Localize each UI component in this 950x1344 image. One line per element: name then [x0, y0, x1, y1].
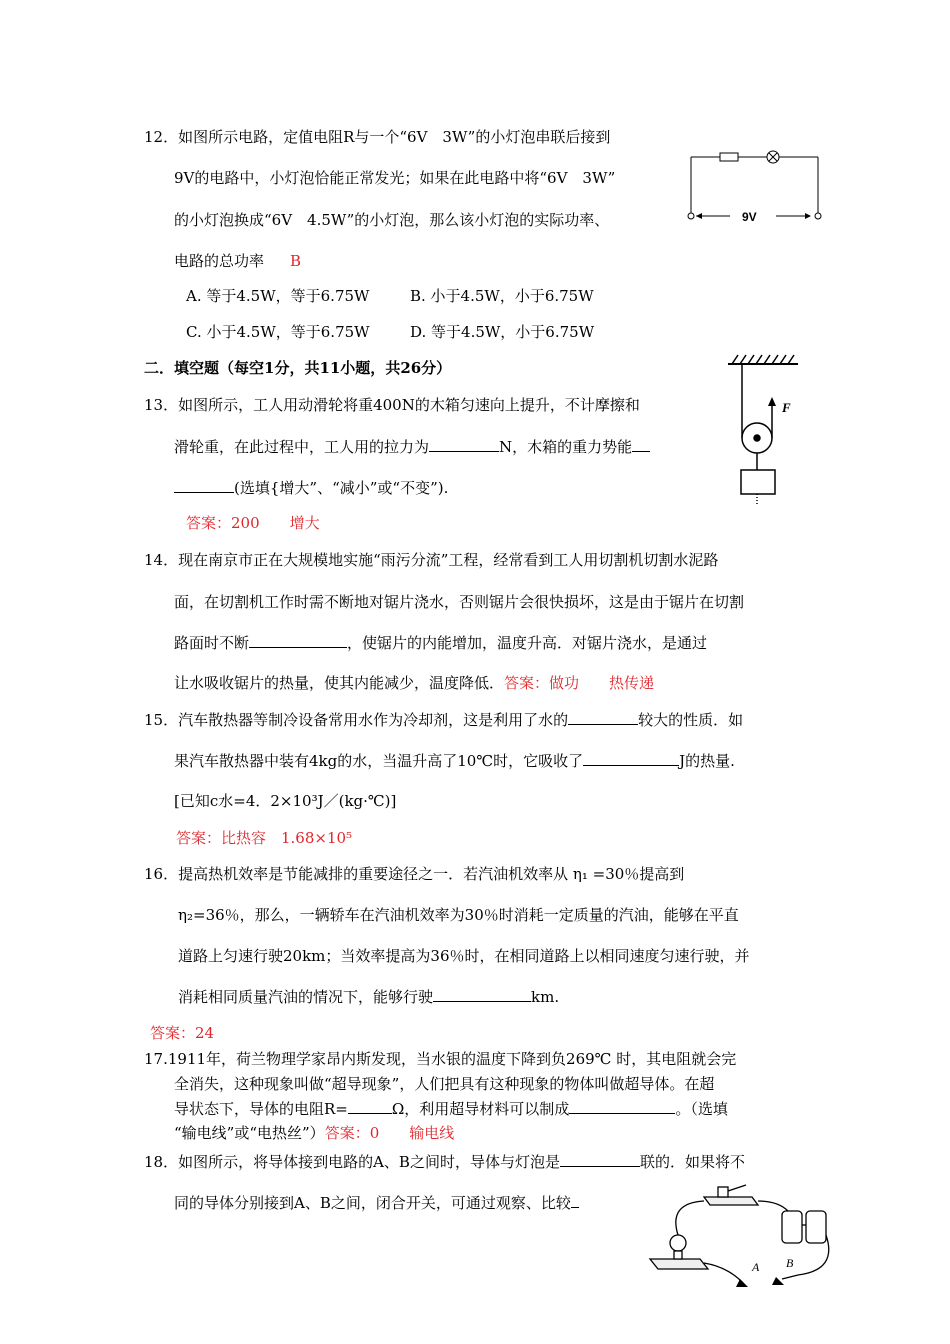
q16-line2: η₂=36％，那么，一辆轿车在汽油机效率为30％时消耗一定质量的汽油，能够在平直 — [178, 906, 739, 924]
q15-line1-b: 较大的性质．如 — [638, 711, 744, 729]
q18-blank-2 — [571, 1193, 579, 1208]
q16-blank-1 — [433, 987, 531, 1002]
q16-line1: 16．提高热机效率是节能减排的重要途径之一．若汽油机效率从 η₁ =30％提高到 — [144, 865, 685, 883]
q15-line1-a: 15．汽车散热器等制冷设备常用水作为冷却剂，这是利用了水的 — [144, 711, 569, 729]
q18-line2-text: 同的导体分别接到A、B之间，闭合开关，可通过观察、比较 — [174, 1194, 571, 1212]
q18-line1 — [144, 1152, 745, 1172]
q16-answer: 答案：24 — [150, 1024, 215, 1042]
q14-answer: 答案：做功 热传递 — [504, 674, 655, 692]
q17-line4-text: “输电线”或“电热丝”） — [174, 1124, 325, 1142]
q15-blank-1 — [568, 710, 638, 725]
q13-pulley-diagram — [726, 352, 816, 507]
battery-icon — [782, 1211, 802, 1243]
q14-line4 — [174, 673, 654, 693]
q17-line4 — [174, 1123, 454, 1143]
q12-option-b: B. 小于4.5W，小于6.75W — [410, 287, 594, 305]
q15-line2 — [174, 751, 735, 771]
q15-line2-b: J的热量. — [679, 752, 735, 770]
q12-figure-voltage-label: 9V — [742, 210, 757, 224]
q13-line3 — [174, 478, 448, 498]
terminal-a-label: A — [752, 1260, 760, 1274]
q12-line4 — [174, 251, 301, 271]
q12-line1: 12．如图所示电路，定值电阻R与一个“6V 3W”的小灯泡串联后接到 — [144, 128, 611, 146]
q14-line3-b: ，使锯片的内能增加，温度升高．对锯片浇水，是通过 — [347, 634, 708, 652]
q18-blank-1 — [560, 1152, 640, 1167]
q12-answer: B — [290, 252, 302, 270]
q13-answer: 答案：200 增大 — [186, 514, 320, 532]
q18-circuit-diagram — [648, 1175, 848, 1290]
q17-line1: 17.1911年，荷兰物理学家昂内斯发现，当水银的温度下降到负269℃ 时，其电阻就会完 — [144, 1050, 737, 1068]
q17-blank-2 — [569, 1099, 675, 1114]
q14-line1: 14．现在南京市正在大规模地实施“雨污分流”工程，经常看到工人用切割机切割水泥路 — [144, 551, 719, 569]
q17-line3-c: 。（选填 — [675, 1100, 728, 1118]
q14-blank-1 — [249, 633, 347, 648]
q13-line2-a: 滑轮重，在此过程中，工人用的拉力为 — [174, 438, 430, 456]
q13-line1: 13．如图所示，工人用动滑轮将重400N的木箱匀速向上提升，不计摩擦和 — [144, 396, 640, 414]
q17-line3 — [174, 1099, 728, 1119]
q17-line2: 全消失，这种现象叫做“超导现象”，人们把具有这种现象的物体叫做超导体。在超 — [174, 1075, 715, 1093]
q13-blank-1 — [429, 437, 499, 452]
q15-blank-2 — [583, 751, 679, 766]
q12-stem-end: 电路的总功率 — [174, 252, 265, 270]
q15-line1 — [144, 710, 743, 730]
q12-option-a: A. 等于4.5W，等于6.75W — [186, 287, 370, 305]
q16-line4 — [178, 987, 559, 1007]
q18-line1-b: 联的．如果将不 — [639, 1153, 745, 1171]
lamp-base-icon — [650, 1259, 708, 1269]
q12-option-c: C. 小于4.5W，等于6.75W — [186, 323, 370, 341]
q12-option-d: D. 等于4.5W，小于6.75W — [410, 323, 595, 341]
q13-line3-text: (选填{增大”、“减小”或“不变”). — [234, 479, 449, 497]
q16-line3: 道路上匀速行驶20km；当效率提高为36％时，在相同道路上以相同速度匀速行驶，并 — [178, 947, 750, 965]
q14-line3-a: 路面时不断 — [174, 634, 250, 652]
q12-line2: 9V的电路中，小灯泡恰能正常发光；如果在此电路中将“6V 3W” — [174, 169, 616, 187]
q12-line3: 的小灯泡换成“6V 4.5W”的小灯泡，那么该小灯泡的实际功率、 — [174, 211, 610, 229]
q13-line2-b: N，木箱的重力势能 — [499, 438, 633, 456]
lamp-icon — [670, 1235, 686, 1251]
q14-line4-text: 让水吸收锯片的热量，使其内能减少，温度降低． — [174, 674, 505, 692]
q14-line3 — [174, 633, 707, 653]
q16-line4-b: km. — [531, 988, 560, 1006]
q17-line3-b: Ω，利用超导材料可以制成 — [391, 1100, 570, 1118]
q13-line2 — [174, 437, 650, 457]
q13-force-label: F — [782, 400, 791, 415]
q15-line3: [已知c水=4．2×10³J／(kg·℃)] — [174, 792, 397, 810]
crate-icon — [741, 470, 775, 494]
q18-line2 — [174, 1193, 579, 1213]
terminal-b-label: B — [786, 1256, 794, 1270]
switch-icon — [704, 1197, 758, 1205]
q17-answer: 答案：0 输电线 — [324, 1124, 455, 1142]
q16-line4-a: 消耗相同质量汽油的情况下，能够行驶 — [178, 988, 434, 1006]
q17-line3-a: 导状态下，导体的电阻R= — [174, 1100, 348, 1118]
q17-blank-1 — [348, 1099, 392, 1114]
section-2-heading: 二．填空题（每空1分，共11小题，共26分） — [144, 359, 452, 377]
q15-answer: 答案：比热容 1.68×10⁵ — [176, 829, 353, 847]
q13-blank-2b — [174, 478, 234, 493]
q14-line2: 面，在切割机工作时需不断地对锯片浇水，否则锯片会很快损坏，这是由于锯片在切割 — [174, 593, 745, 611]
q13-blank-2a — [632, 437, 650, 452]
resistor-icon — [720, 153, 738, 161]
q12-circuit-diagram — [680, 145, 825, 230]
q15-line2-a: 果汽车散热器中装有4kg的水，当温升高了10℃时，它吸收了 — [174, 752, 584, 770]
q18-line1-a: 18．如图所示，将导体接到电路的A、B之间时，导体与灯泡是 — [144, 1153, 560, 1171]
